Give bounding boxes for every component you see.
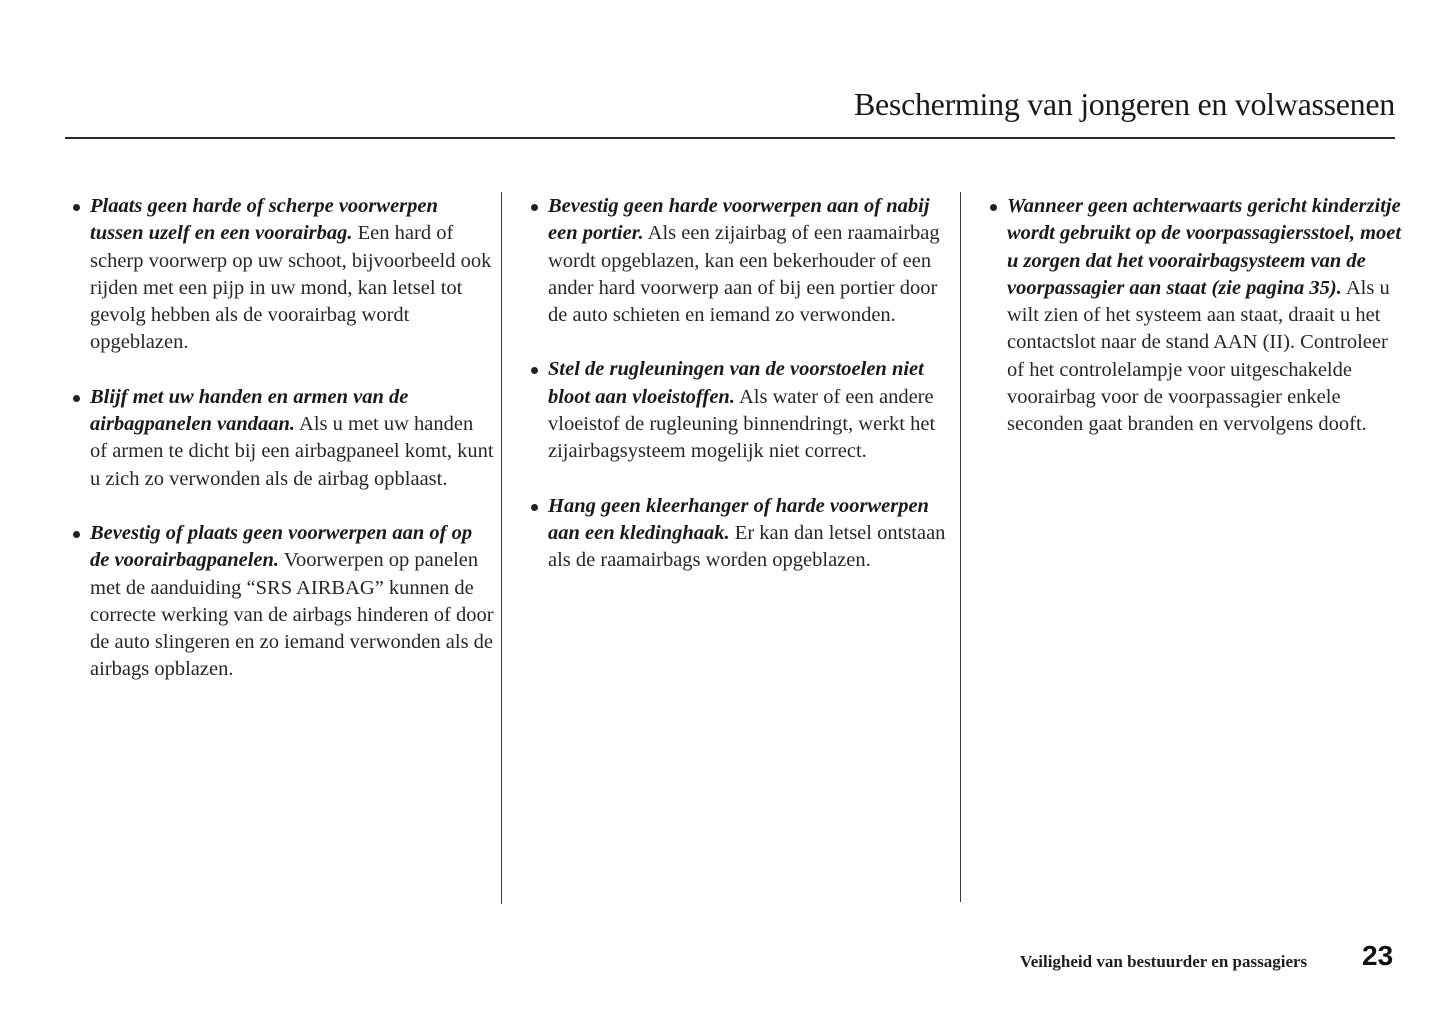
bullet-lead: Wanneer geen achterwaarts gericht kinderzitje wordt gebruikt op de voorpassagiersstoel, moet u zorgen dat het voorairbagsysteem van de voorpassagier aan staat (zie pagina 35). <box>1007 195 1402 299</box>
bullet-icon <box>73 204 80 211</box>
column-1 <box>70 193 495 711</box>
bullet-body: Voorwerpen op panelen met de aanduiding “SRS AIRBAG” kunnen de correcte werking van de airbags hinderen of door de auto slingeren en zo iemand verwonden als de airbags opblazen. <box>90 549 494 681</box>
bullet-lead: Stel de rugleuningen van de voorstoelen niet bloot aan vloeistoffen. <box>548 358 924 408</box>
bullet-item <box>528 493 953 575</box>
bullet-body: Er kan dan letsel ontstaan als de raamairbags worden opgeblazen. <box>548 521 946 572</box>
bullet-body: Als u wilt zien of het systeem aan staat, draait u het contactslot naar de stand AAN (II). Controleer of het controlelampje voor uitgeschakelde voorairbag voor de voorpassagier enkele seconden gaat branden en vervolgens dooft. <box>1007 276 1390 436</box>
bullet-item <box>70 520 495 684</box>
column-divider <box>960 192 961 902</box>
bullet-lead: Bevestig of plaats geen voorwerpen aan of op de voorairbagpanelen. <box>90 521 473 572</box>
bullet-lead: Bevestig geen harde voorwerpen aan of nabij een portier. <box>548 195 930 245</box>
column-divider <box>501 192 502 904</box>
bullet-item <box>528 193 953 329</box>
bullet-body: Als een zijairbag of een raamairbag wordt opgeblazen, kan een bekerhouder of een ander hard voorwerp aan of bij een portier door de auto schieten en iemand zo verwonden. <box>548 222 940 327</box>
bullet-body: Als u met uw handen of armen te dicht bij een airbagpaneel komt, kunt u zich zo verwonden als de airbag opblaast. <box>90 413 494 490</box>
bullet-icon <box>73 395 80 402</box>
page-number: 23 <box>1362 940 1394 971</box>
header-rule <box>65 137 1395 139</box>
column-3 <box>987 193 1402 466</box>
bullet-lead: Plaats geen harde of scherpe voorwerpen tussen uzelf en een voorairbag. <box>90 195 438 245</box>
bullet-lead: Hang geen kleerhanger of harde voorwerpen aan een kledinghaak. <box>548 494 929 544</box>
bullet-icon <box>531 367 538 374</box>
column-2 <box>528 193 953 602</box>
bullet-item <box>70 193 495 357</box>
bullet-lead: Blijf met uw handen en armen van de airbagpanelen vandaan. <box>90 385 409 436</box>
bullet-icon <box>73 531 80 538</box>
page-title: Bescherming van jongeren en volwassenen <box>853 86 1395 122</box>
bullet-body: Een hard of scherp voorwerp op uw schoot, bijvoorbeeld ook rijden met een pijp in uw mond, kan letsel tot gevolg hebben als de voorairbag wordt opgeblazen. <box>90 222 492 354</box>
bullet-icon <box>531 204 538 211</box>
bullet-icon <box>531 504 538 511</box>
footer-section-title: Veiligheid van bestuurder en passagiers <box>1020 952 1308 971</box>
bullet-item <box>987 193 1402 439</box>
bullet-item <box>70 384 495 493</box>
bullet-icon <box>990 204 997 211</box>
bullet-body: Als water of een andere vloeistof de rugleuning binnendringt, werkt het zijairbagsysteem mogelijk niet correct. <box>548 385 936 463</box>
bullet-item <box>528 356 953 465</box>
